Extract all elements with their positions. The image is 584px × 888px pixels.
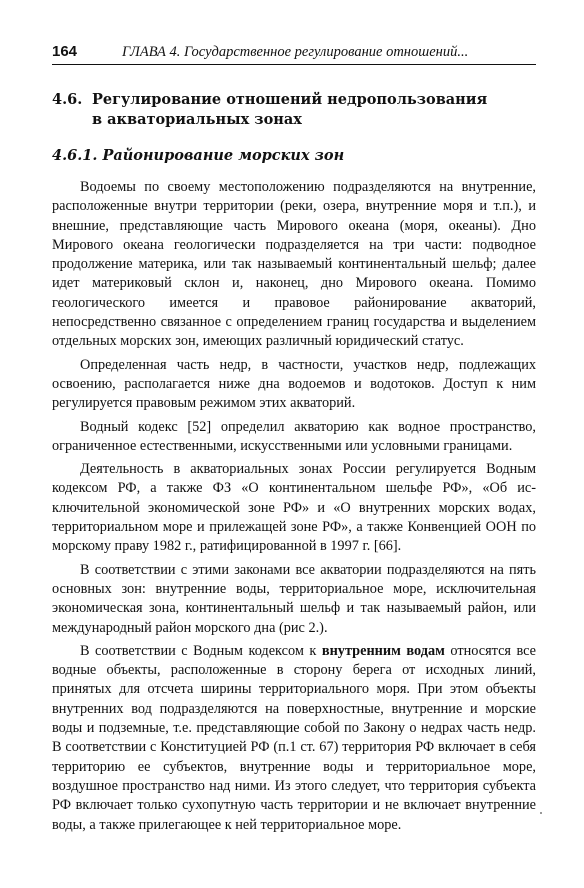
running-header [52,42,536,65]
paragraph-6-start: В соответствии с Водным кодексом к [80,642,322,659]
paragraph-2: Определенная часть недр, в частности, участков недр, подлежащих освоению, располагается ниже дна водоемов и водотоков. Доступ к ним регулируется правовым режимом этих акваторий. [52,356,536,412]
paragraph-6-end: относятся все водные объекты, расположенные в сторону берега от исходных линий, принятых для отсчета ширины территориального моря. При этом объекты внутренних вод подразделяются на поверхностные, внутренние и морские воды и подземные, т.е. представляющие собой по Закону о недрах часть недр. В соответствии с Конституцией РФ (п.1 ст. 67) территория РФ включает в себя территорию ее субъектов, внутренние воды и территориальное море, воздушное пространство над ними. Из этого следует, что территория субъекта РФ включает только сухопутную часть территории и не включает внутренние воды, а также прилегающее к ней территориальное море. [52,642,537,833]
section-title-line2: в акваториальных зонах [92,111,302,128]
section-title [52,90,536,130]
section-title-line1: Регулирование отношений недропользования [92,91,488,108]
term-internal-waters: внутренним водам [321,642,445,659]
paragraph-4: Деятельность в акваториальных зонах России регулируется Водным кодексом РФ, а также ФЗ «О континентальном шельфе РФ», «Об исключительной экономической зоне РФ» и «О внутренних морских водах, территориальном море и прилежащей зоне РФ», а также Конвенцией ООН по морскому праву 1982 г., ратифицированной в 1997 г. [66]. [52,461,536,555]
paragraph-6 [52,642,536,835]
margin-dot [540,812,542,814]
running-title: ГЛАВА 4. Государственное регулирование отношений... [122,44,469,60]
section-number: 4.6. [52,91,83,108]
subsection-title: 4.6.1. Районирование морских зон [52,147,345,164]
body-text [52,178,536,839]
paragraph-3: Водный кодекс [52] определил акваторию как водное пространство, ограниченное естественными, искусственными или условными границами. [52,418,536,454]
paragraph-5: В соответствии с этими законами все акватории подразделяются на пять основных зон: внутренние воды, территориальное море, исключительная экономическая зона, континентальный шельф и так называемый район, или международный район морского дна (рис 2.). [52,561,536,636]
paragraph-1: Водоемы по своему местоположению подразделяются на внутренние, расположенные внутри территории (реки, озера, внутренние моря и т.п.), и внешние, представляющие часть Мирового океана (моря, океаны). Дно Мирового океана геологически подразделяется на три части: подводное продолжение материка, или так называемый континентальный шельф; далее идет материковый склон и, наконец, дно Мирового океана. Помимо геологического имеется и правовое районирование акваторий, непосредственно связанное с определением границ государства и выделением отдельных морских зон, имеющих различный юридический статус. [52,179,536,350]
page-number: 164 [52,43,78,60]
